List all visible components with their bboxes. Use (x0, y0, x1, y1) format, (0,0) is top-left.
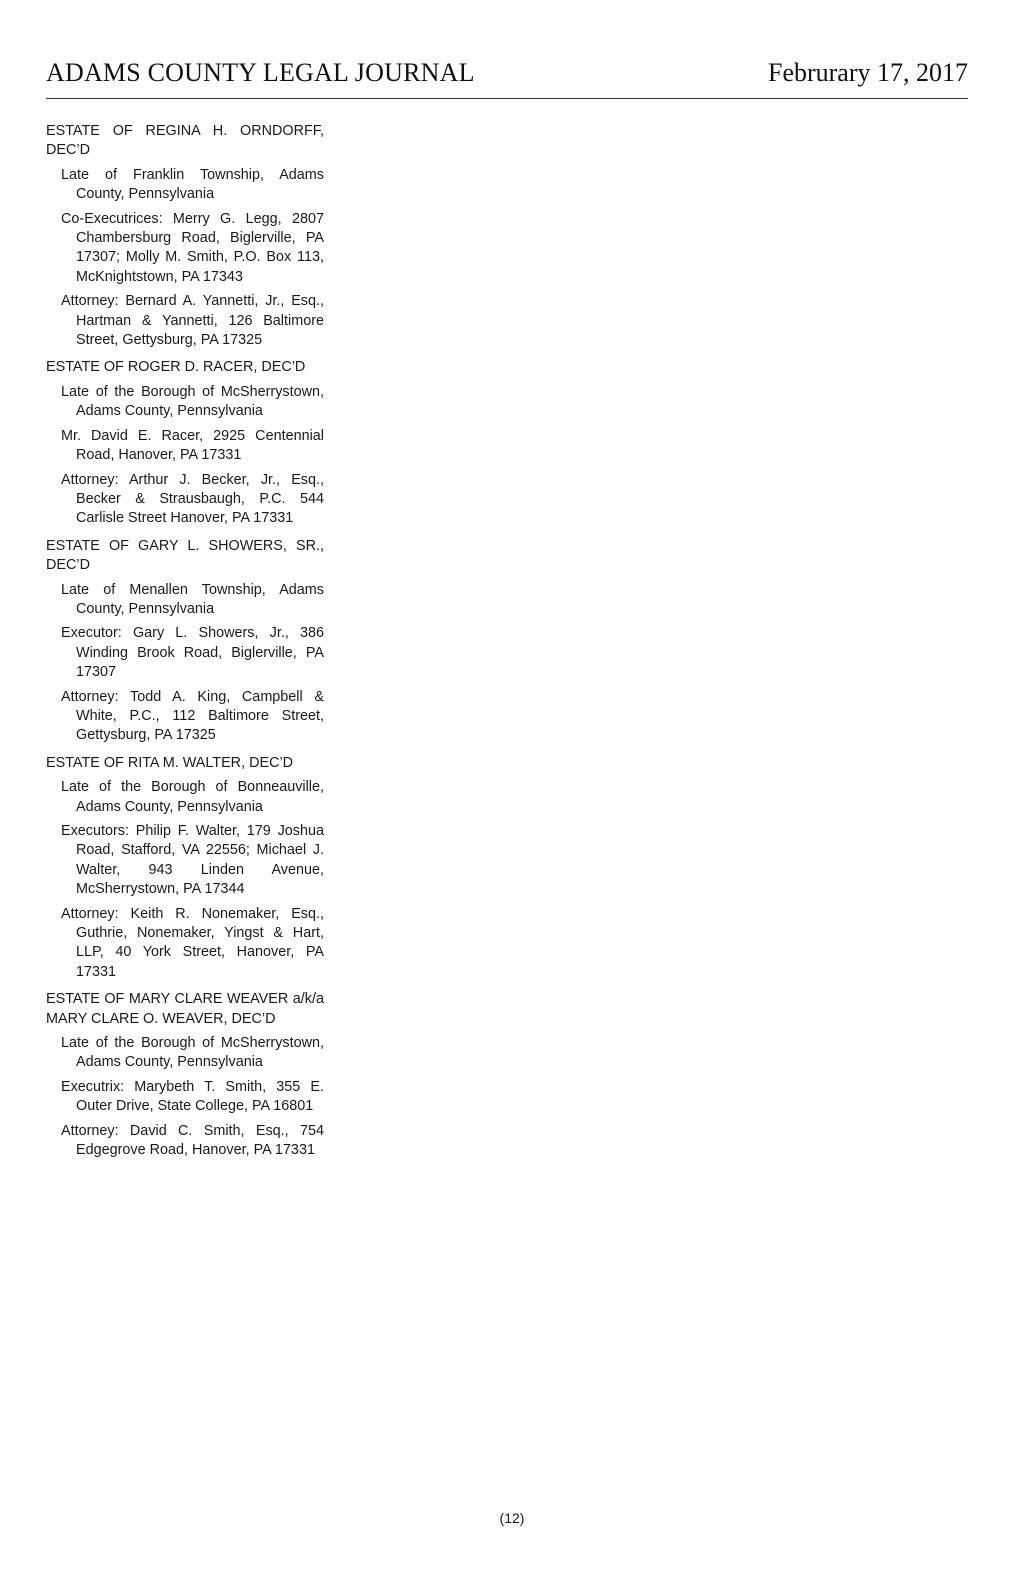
estate-name: ESTATE OF REGINA H. ORNDORFF, DEC’D (46, 123, 324, 159)
estate-name: ESTATE OF RITA M. WALTER, DEC’D (46, 754, 294, 771)
estate-notice (46, 358, 324, 528)
estate-representative: Executors: Philip F. Walter, 179 Joshua Road, Stafford, VA 22556; Michael J. Walter, 943 Linden Avenue, McSherrystown, PA 17344 (61, 823, 324, 898)
estate-attorney: Attorney: Keith R. Nonemaker, Esq., Guthrie, Nonemaker, Yingst & Hart, LLP, 40 York Street, Hanover, PA 17331 (61, 905, 324, 980)
estate-name: ESTATE OF ROGER D. RACER, DEC’D (46, 359, 306, 376)
estate-representative: Mr. David E. Racer, 2925 Centennial Road, Hanover, PA 17331 (61, 427, 324, 464)
estate-representative: Co-Executrices: Merry G. Legg, 2807 Chambersburg Road, Biglerville, PA 17307; Molly M. Smith, P.O. Box 113, McKnightstown, PA 17343 (61, 210, 324, 285)
estate-late-of: Late of the Borough of McSherrystown, Adams County, Pennsylvania (61, 1035, 324, 1071)
estate-notice (46, 754, 324, 982)
journal-title: ADAMS COUNTY LEGAL JOURNAL (46, 58, 475, 87)
estate-late-of: Late of the Borough of Bonneauville, Adams County, Pennsylvania (61, 779, 324, 815)
estate-notice (46, 990, 324, 1160)
estate-attorney: Attorney: Arthur J. Becker, Jr., Esq., Becker & Strausbaugh, P.C. 544 Carlisle Street Hanover, PA 17331 (61, 471, 324, 527)
estate-representative: Executrix: Marybeth T. Smith, 355 E. Outer Drive, State College, PA 16801 (61, 1078, 324, 1115)
estate-notice (46, 537, 324, 746)
issue-date: Februrary 17, 2017 (767, 58, 968, 87)
estate-late-of: Late of Menallen Township, Adams County, Pennsylvania (61, 581, 324, 617)
estate-attorney: Attorney: Todd A. King, Campbell & White, P.C., 112 Baltimore Street, Gettysburg, PA 17325 (61, 688, 324, 744)
estate-name: ESTATE OF MARY CLARE WEAVER a/k/a MARY CLARE O. WEAVER, DEC’D (46, 991, 324, 1027)
estate-late-of: Late of Franklin Township, Adams County, Pennsylvania (61, 166, 324, 203)
estate-notice (46, 122, 324, 350)
estate-name: ESTATE OF GARY L. SHOWERS, SR., DEC’D (46, 537, 324, 574)
estate-attorney: Attorney: David C. Smith, Esq., 754 Edgegrove Road, Hanover, PA 17331 (61, 1122, 324, 1159)
estate-notices-column (46, 122, 324, 1169)
estate-attorney: Attorney: Bernard A. Yannetti, Jr., Esq., Hartman & Yannetti, 126 Baltimore Street, Gettysburg, PA 17325 (61, 293, 324, 349)
estate-representative: Executor: Gary L. Showers, Jr., 386 Winding Brook Road, Biglerville, PA 17307 (61, 625, 324, 681)
page-header (46, 52, 968, 99)
estate-late-of: Late of the Borough of McSherrystown, Adams County, Pennsylvania (61, 383, 324, 420)
page-number: (12) (499, 1510, 525, 1526)
